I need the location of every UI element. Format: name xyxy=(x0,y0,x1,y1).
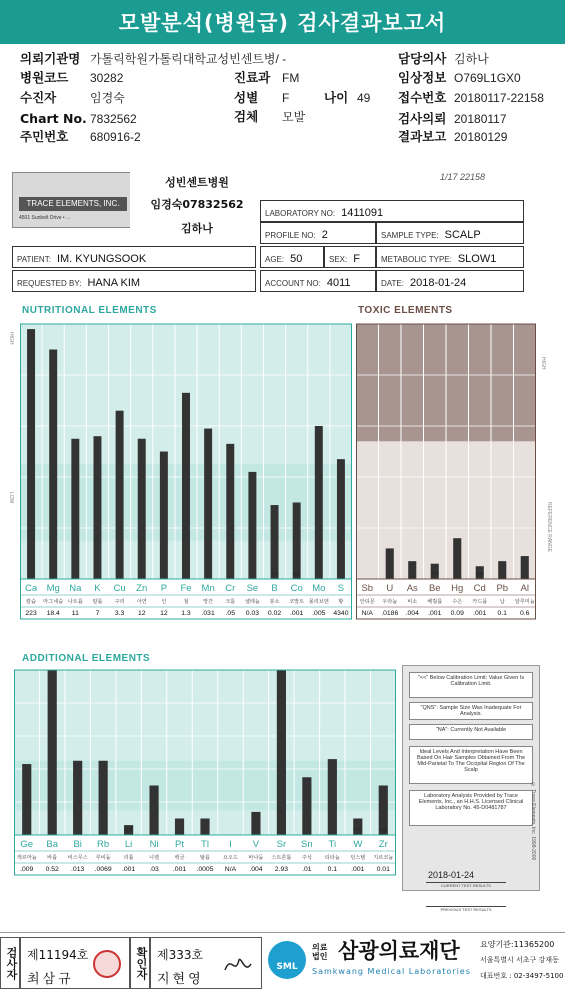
patient-label: 수진자 xyxy=(20,90,57,105)
korean-label-Sr: 스트론튬 xyxy=(271,855,292,861)
value-Zr: 0.01 xyxy=(376,866,390,873)
korean-label-I: 요오드 xyxy=(222,855,238,861)
specimen-value: 모발 xyxy=(282,110,306,124)
element-label-Ba: Ba xyxy=(46,839,59,850)
value-Ca: 223 xyxy=(25,610,37,617)
org-name: 삼광의료재단 xyxy=(338,939,460,963)
confirm-name: 지현영 xyxy=(157,972,204,987)
element-label-Cr: Cr xyxy=(225,583,236,594)
korean-label-Fe: 철 xyxy=(183,599,189,605)
bar-Ca xyxy=(27,329,35,579)
examiner-seal xyxy=(93,950,121,978)
low-label: LOW xyxy=(8,492,14,504)
chart-svg xyxy=(356,314,536,634)
korean-label-Pb: 납 xyxy=(499,599,505,605)
legend-qns: "QNS": Sample Size Was Inadequate For Analysis. xyxy=(409,702,533,720)
korean-label-Cr: 크롬 xyxy=(225,599,236,605)
bar-S xyxy=(337,459,345,579)
value-Mg: 18.4 xyxy=(46,610,60,617)
footer xyxy=(0,932,565,996)
value-Li: .001 xyxy=(121,866,136,873)
element-label-S: S xyxy=(337,583,345,594)
bar-P xyxy=(160,452,168,580)
element-label-Mg: Mg xyxy=(46,583,60,594)
value-Pb: 0.1 xyxy=(497,610,507,617)
korean-label-Zr: 지르코늄 xyxy=(373,855,394,861)
account-field: ACCOUNT NO: 4011 xyxy=(260,270,376,292)
stamp-doctor: 김하나 xyxy=(181,222,213,235)
element-label-Co: Co xyxy=(290,583,303,594)
chart-svg xyxy=(20,314,352,634)
institution-value: 가톨릭학원가톨릭대학교성빈센트병/ - xyxy=(90,52,287,66)
copyright: © Trace Elements, Inc. 1998-2000 xyxy=(530,782,536,861)
value-As: .004 xyxy=(405,610,419,617)
org-type: 의료법인 xyxy=(312,943,328,961)
korean-label-Rb: 루비듐 xyxy=(95,855,111,861)
korean-label-U: 우라늄 xyxy=(382,599,398,605)
bar-Rb xyxy=(99,761,108,835)
chart-label: Chart No. xyxy=(20,111,87,126)
nutritional-title: NUTRITIONAL ELEMENTS xyxy=(22,305,157,316)
value-Se: 0.03 xyxy=(245,610,260,617)
institution-label: 의뢰기관명 xyxy=(20,51,81,66)
korean-label-Be: 베릴륨 xyxy=(427,599,443,605)
sex-label: 성별 xyxy=(234,90,259,105)
doctor-label: 담당의사 xyxy=(398,51,447,66)
chart-value: 7832562 xyxy=(90,112,137,126)
bar-V xyxy=(251,812,260,835)
bar-Na xyxy=(71,439,79,579)
handwritten-note: 1/17 22158 xyxy=(440,172,486,182)
below-limit-Li: << xyxy=(124,827,133,834)
element-label-V: V xyxy=(252,839,260,850)
element-label-Cu: Cu xyxy=(113,583,126,594)
high-label-right: HIGH xyxy=(540,357,546,370)
value-B: 0.02 xyxy=(267,610,282,617)
element-label-P: P xyxy=(160,583,168,594)
value-Tl: .0005 xyxy=(196,866,214,873)
bar-K xyxy=(93,436,101,579)
element-label-Mo: Mo xyxy=(312,583,326,594)
bar-U xyxy=(386,548,394,579)
element-label-Sb: Sb xyxy=(361,583,374,594)
nutritional-chart xyxy=(20,314,352,634)
receipt-value: 20180117-22158 xyxy=(454,91,544,105)
age-value: 49 xyxy=(357,91,371,105)
dept-value: FM xyxy=(282,71,300,85)
korean-label-Hg: 수은 xyxy=(452,599,463,605)
doctor-value: 김하나 xyxy=(454,52,489,66)
element-label-I: I xyxy=(229,839,232,850)
below-limit-W: << xyxy=(353,827,362,834)
bar-Zn xyxy=(138,439,146,579)
examiner-label: 검사자 xyxy=(0,937,20,989)
scanned-report xyxy=(8,162,554,920)
sex-field: SEX: F xyxy=(324,246,376,268)
bar-Ba xyxy=(48,670,57,835)
toxic-chart xyxy=(356,314,536,634)
value-Rb: .0069 xyxy=(94,866,112,873)
sample-field: SAMPLE TYPE: SCALP xyxy=(376,222,524,244)
below-limit-Co: << xyxy=(292,571,301,578)
current-label: CURRENT TEST RESULTS xyxy=(426,882,506,888)
korean-label-Se: 셀레늄 xyxy=(244,599,260,605)
value-Cr: .05 xyxy=(225,610,235,617)
element-label-Pb: Pb xyxy=(496,583,509,594)
element-label-Fe: Fe xyxy=(180,583,192,594)
value-Ba: 0.52 xyxy=(45,866,59,873)
bar-Al xyxy=(521,556,529,579)
bar-Mg xyxy=(49,350,57,580)
korean-label-W: 텅스텐 xyxy=(350,855,366,861)
additional-chart xyxy=(14,662,396,887)
element-label-Ca: Ca xyxy=(24,583,38,594)
value-Ti: 0.1 xyxy=(327,866,338,873)
bar-Ni xyxy=(149,786,158,836)
element-label-Li: Li xyxy=(124,839,133,850)
korean-label-Sb: 안티몬 xyxy=(359,599,375,605)
korean-label-Mg: 마그네슘 xyxy=(43,599,64,605)
value-P: 12 xyxy=(160,610,168,617)
element-label-Na: Na xyxy=(69,583,82,594)
bar-Pt xyxy=(175,819,184,836)
korean-label-V: 바나듐 xyxy=(248,855,264,861)
value-Co: .001 xyxy=(290,610,304,617)
korean-label-Sn: 주석 xyxy=(301,855,312,861)
korean-label-Tl: 탈륨 xyxy=(199,855,211,861)
logo-block xyxy=(12,172,132,228)
element-label-Al: Al xyxy=(520,583,529,594)
below-limit-Zr: << xyxy=(379,827,388,834)
value-K: 7 xyxy=(95,610,100,617)
korean-label-P: 인 xyxy=(161,599,167,605)
profile-field: PROFILE NO: 2 xyxy=(260,222,376,244)
logo-address: 4501 Sunbelt Drive • ... xyxy=(19,215,71,221)
confirm-no: 제333호 xyxy=(157,948,204,962)
korean-label-Ge: 게르마늄 xyxy=(16,855,37,861)
korean-label-B: 붕소 xyxy=(269,599,280,605)
bar-Ti xyxy=(328,759,337,835)
age-label: 나이 xyxy=(324,90,349,105)
high-label: HIGH xyxy=(8,332,14,345)
confirm-signature xyxy=(221,952,255,978)
element-label-K: K xyxy=(94,583,101,594)
bar-Se xyxy=(248,472,256,579)
bar-B xyxy=(271,505,279,579)
value-S: 4340 xyxy=(333,610,349,617)
element-label-Bi: Bi xyxy=(73,839,82,850)
value-V: .004 xyxy=(249,866,263,873)
element-label-B: B xyxy=(271,583,278,594)
id-value: 680916-2 xyxy=(90,130,141,144)
value-Zn: 12 xyxy=(137,610,146,617)
korean-label-As: 비소 xyxy=(407,599,418,605)
element-label-Zn: Zn xyxy=(136,583,148,594)
additional-title: ADDITIONAL ELEMENTS xyxy=(22,653,151,664)
examiner-cell xyxy=(20,937,130,989)
value-Sb: N/A xyxy=(361,610,373,617)
below-limit-Be: << xyxy=(430,571,439,578)
specimen-label: 검체 xyxy=(234,109,259,124)
korean-label-Cd: 카드뮴 xyxy=(472,599,488,605)
element-label-Pt: Pt xyxy=(175,839,185,850)
value-W: .001 xyxy=(351,866,365,873)
org-address: 서울특별시 서초구 강재동 xyxy=(480,956,559,964)
korean-label-Zn: 아연 xyxy=(136,599,147,605)
value-Hg: 0.09 xyxy=(450,610,464,617)
korean-label-Mo: 몰리브덴 xyxy=(308,599,329,605)
below-limit-B: << xyxy=(270,571,279,578)
element-label-Hg: Hg xyxy=(451,583,464,594)
examiner-name: 최삼규 xyxy=(27,972,74,987)
dept-label: 진료과 xyxy=(234,70,271,85)
confirm-label: 확인자 xyxy=(130,937,150,989)
reference-range-label: REFERENCE RANGE xyxy=(546,502,552,553)
value-Sn: .01 xyxy=(302,866,312,873)
bar-Cr xyxy=(226,444,234,579)
value-Na: 11 xyxy=(71,610,79,617)
legend-calibration: "<<" Below Calibration Limit: Value Given Is Calibration Limit. xyxy=(409,672,533,698)
legend-ideal: Ideal Levels And Interpretation Have Been Based On Hair Samples Obtained From The Mid-Parietal To The Occipital Region Of The Scalp xyxy=(409,746,533,784)
report-date-value: 20180129 xyxy=(454,130,508,144)
bar-Sn xyxy=(302,777,311,835)
element-label-Be: Be xyxy=(428,583,441,594)
value-Ge: .009 xyxy=(20,866,34,873)
request-label: 검사의뢰 xyxy=(398,111,447,126)
element-label-As: As xyxy=(406,583,418,594)
value-Fe: 1.3 xyxy=(181,610,191,617)
korean-label-Na: 나트륨 xyxy=(67,599,83,605)
patient-value: 임경숙 xyxy=(90,91,125,105)
element-label-Tl: Tl xyxy=(201,839,209,850)
value-Cu: 3.3 xyxy=(114,610,125,617)
id-label: 주민번호 xyxy=(20,129,69,144)
hospital-stamp xyxy=(130,170,264,248)
korean-label-Ca: 칼슘 xyxy=(26,599,37,605)
korean-label-Co: 코발트 xyxy=(289,599,305,605)
value-Be: .001 xyxy=(428,610,442,617)
bar-Tl xyxy=(200,819,209,836)
lab-no-field: LABORATORY NO: 1411091 xyxy=(260,200,524,222)
korean-label-K: 칼륨 xyxy=(92,599,103,605)
bar-Cu xyxy=(116,411,124,579)
korean-label-Li: 리튬 xyxy=(123,855,134,861)
stamp-hospital: 성빈센트병원 xyxy=(165,176,229,189)
report-title: 모발분석(병원급) 검사결과보고서 xyxy=(0,0,565,44)
value-Sr: 2.93 xyxy=(274,866,289,873)
korean-label-Ti: 티타늄 xyxy=(324,855,340,861)
korean-label-S: 황 xyxy=(338,599,344,605)
org-en: Samkwang Medical Laboratories xyxy=(312,967,471,976)
previous-label: PREVIOUS TEST RESULTS xyxy=(426,906,506,912)
toxic-title: TOXIC ELEMENTS xyxy=(358,305,453,316)
bar-Co xyxy=(293,503,301,580)
stamp-patient: 임경숙07832562 xyxy=(150,198,244,211)
element-label-Ge: Ge xyxy=(20,839,34,850)
element-label-W: W xyxy=(353,839,363,850)
element-label-Cd: Cd xyxy=(473,583,486,594)
value-Mn: .031 xyxy=(201,610,215,617)
element-label-U: U xyxy=(386,583,394,594)
bar-Mn xyxy=(204,429,212,579)
clinical-label: 임상정보 xyxy=(398,70,447,85)
current-date: 2018-01-24 xyxy=(428,870,475,880)
bar-Pb xyxy=(498,561,506,579)
hospital-code-value: 30282 xyxy=(90,71,124,85)
legend-na: "NA": Currently Not Available xyxy=(409,724,533,740)
report-date-label: 결과보고 xyxy=(398,129,447,144)
element-label-Rb: Rb xyxy=(97,839,110,850)
metabolic-field: METABOLIC TYPE: SLOW1 xyxy=(376,246,524,268)
element-label-Ti: Ti xyxy=(328,839,337,850)
bar-Mo xyxy=(315,426,323,579)
element-label-Mn: Mn xyxy=(201,583,215,594)
below-limit-Cd: << xyxy=(475,571,484,578)
value-Bi: .013 xyxy=(71,866,85,873)
bar-Sr xyxy=(277,670,286,835)
korean-label-Ni: 니켈 xyxy=(149,855,160,861)
logo-text: TRACE ELEMENTS, INC. xyxy=(19,197,127,211)
confirm-cell xyxy=(150,937,262,989)
value-Al: 0.6 xyxy=(520,610,530,617)
value-Cd: .001 xyxy=(473,610,487,617)
value-Pt: .001 xyxy=(172,866,187,873)
bar-As xyxy=(408,561,416,579)
korean-label-Ba: 바륨 xyxy=(47,855,58,861)
sml-logo: SML xyxy=(268,941,306,979)
korean-label-Mn: 망간 xyxy=(203,599,214,605)
examiner-no: 제11194호 xyxy=(27,948,89,962)
age-field: AGE: 50 xyxy=(260,246,324,268)
patient-field: PATIENT: IM. KYUNGSOOK xyxy=(12,246,256,268)
element-label-Se: Se xyxy=(246,583,259,594)
bar-Bi xyxy=(73,761,82,835)
bar-Hg xyxy=(453,538,461,579)
bar-Fe xyxy=(182,393,190,579)
requested-field: REQUESTED BY: HANA KIM xyxy=(12,270,256,292)
bar-Ge xyxy=(22,764,31,835)
value-Mo: .005 xyxy=(312,610,326,617)
value-U: .0186 xyxy=(381,610,399,617)
element-label-Ni: Ni xyxy=(149,839,159,850)
korean-label-Cu: 구리 xyxy=(114,599,125,605)
korean-label-Bi: 비스무스 xyxy=(67,855,88,861)
legend-panel xyxy=(402,665,540,891)
org-phone: 대표번호 : 02-3497-5100 xyxy=(480,972,564,980)
clinical-value: O769L1GX0 xyxy=(454,71,521,85)
sex-value: F xyxy=(282,91,290,105)
org-code: 요양기관:11365200 xyxy=(480,940,555,949)
value-Ni: .03 xyxy=(149,866,159,873)
legend-lab: Laboratory Analysis Provided by Trace Elements, Inc., an H.H.S. Licensed Clinical Laboratory No. 45-D0481787 xyxy=(409,790,533,826)
patient-info xyxy=(0,44,565,148)
element-label-Zr: Zr xyxy=(378,839,388,850)
element-label-Sn: Sn xyxy=(301,839,313,850)
hospital-code-label: 병원코드 xyxy=(20,70,69,85)
chart-svg xyxy=(14,662,396,887)
receipt-label: 접수번호 xyxy=(398,90,447,105)
korean-label-Al: 알루미늄 xyxy=(514,599,535,605)
date-field: DATE: 2018-01-24 xyxy=(376,270,524,292)
request-value: 20180117 xyxy=(454,112,507,126)
value-I: N/A xyxy=(224,866,237,873)
element-label-Sr: Sr xyxy=(276,839,287,850)
korean-label-Pt: 백금 xyxy=(174,855,185,861)
